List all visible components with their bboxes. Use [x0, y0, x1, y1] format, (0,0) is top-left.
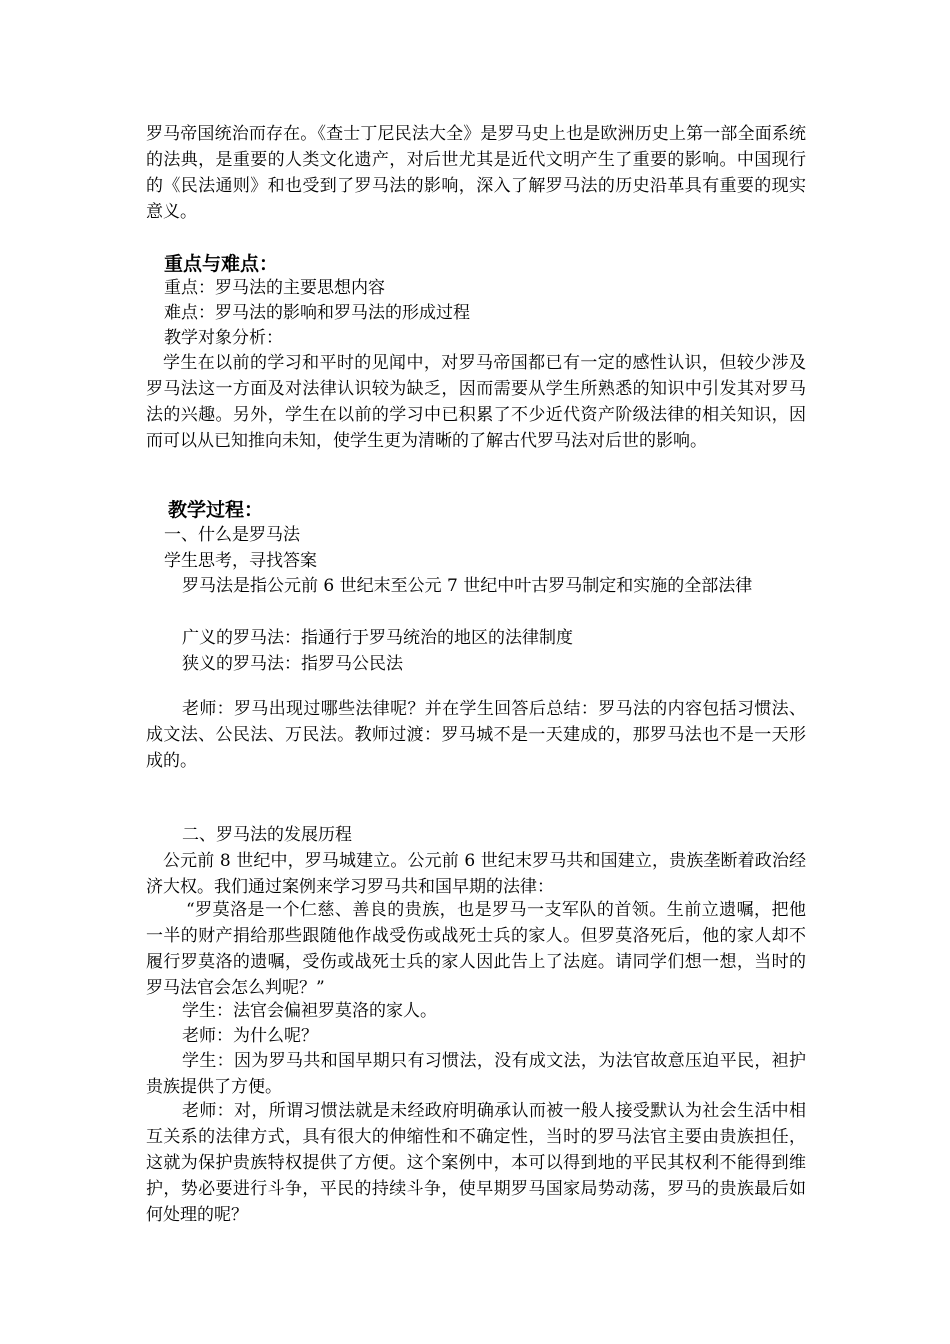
process-heading: 教学过程：: [168, 499, 264, 521]
focus-line: 重点：罗马法的主要思想内容: [164, 278, 385, 298]
section1-title: 一、什么是罗马法: [164, 525, 300, 545]
narrow-definition: 狭义的罗马法：指罗马公民法: [182, 654, 403, 674]
analysis-paragraph: 学生在以前的学习和平时的见闻中，对罗马帝国都已有一定的感性认识，但较少涉及罗马法这一方面及对法律认识较为缺乏，因而需要从学生所熟悉的知识中引发其对罗马法的兴趣。另外，学生在以前的学习中已积累了不少近代资产阶级法律的相关知识，因而可以从已知推向未知，使学生更为清晰的了解古代罗马法对后世的影响。: [146, 353, 806, 451]
analysis-title: 教学对象分析：: [164, 328, 283, 348]
definition-paragraph: 罗马法是指公元前 6 世纪末至公元 7 世纪中叶古罗马制定和实施的全部法律: [182, 576, 753, 596]
teacher-summary-paragraph: 老师：罗马出现过哪些法律呢？并在学生回答后总结：罗马法的内容包括习惯法、成文法、公民法、万民法。教师过渡：罗马城不是一天建成的，那罗马法也不是一天形成的。: [146, 699, 806, 771]
teacher-question: 老师：为什么呢？: [182, 1026, 318, 1046]
history-paragraph: 公元前 8 世纪中，罗马城建立。公元前 6 世纪末罗马共和国建立，贵族垄断着政治经济大权。我们通过案例来学习罗马共和国早期的法律：: [146, 851, 806, 897]
student-think-line: 学生思考，寻找答案: [164, 551, 317, 571]
section2-title: 二、罗马法的发展历程: [182, 825, 352, 845]
teacher-explanation: 老师：对，所谓习惯法就是未经政府明确承认而被一般人接受默认为社会生活中相互关系的法律方式，具有很大的伸缩性和不确定性，当时的罗马法官主要由贵族担任，这就为保护贵族特权提供了方便。这个案例中，本可以得到地的平民其权利不能得到维护，势必要进行斗争，平民的持续斗争，使早期罗马国家局势动荡，罗马的贵族最后如何处理的呢？: [146, 1101, 806, 1225]
case-paragraph: “罗莫洛是一个仁慈、善良的贵族，也是罗马一支军队的首领。生前立遗嘱，把他一半的财产捐给那些跟随他作战受伤或战死士兵的家人。但罗莫洛死后，他的家人却不履行罗莫洛的遗嘱，受伤或战死士兵的家人因此告上了法庭。请同学们想一想，当时的罗马法官会怎么判呢？”: [146, 900, 806, 998]
broad-definition: 广义的罗马法：指通行于罗马统治的地区的法律制度: [182, 628, 573, 648]
student-answer-1: 学生：法官会偏袒罗莫洛的家人。: [182, 1001, 437, 1021]
key-points-heading: 重点与难点：: [164, 253, 279, 275]
difficulty-line: 难点：罗马法的影响和罗马法的形成过程: [164, 303, 470, 323]
intro-paragraph: 罗马帝国统治而存在。《查士丁尼民法大全》是罗马史上也是欧洲历史上第一部全面系统的法典，是重要的人类文化遗产，对后世尤其是近代文明产生了重要的影响。中国现行的《民法通则》和也受到了罗马法的影响，深入了解罗马法的历史沿革具有重要的现实意义。: [146, 124, 806, 222]
student-answer-2: 学生：因为罗马共和国早期只有习惯法，没有成文法，为法官故意压迫平民，袒护贵族提供了方便。: [146, 1051, 806, 1097]
